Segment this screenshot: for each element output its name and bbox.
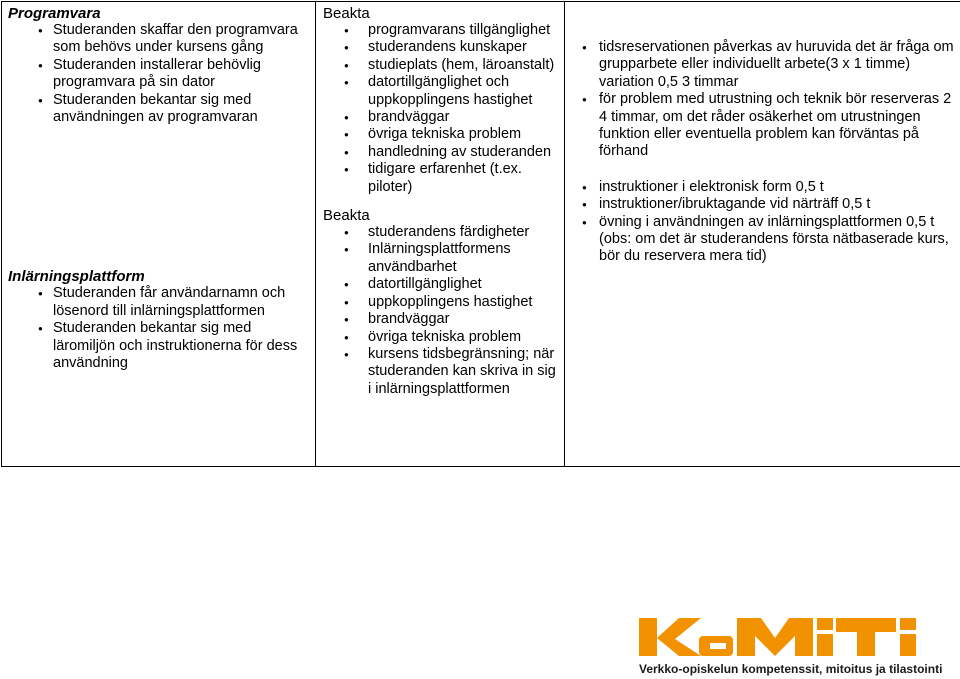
list-item: ● tidsreservationen påverkas av huruvida det är fråga om grupparbete eller individuellt arbete(3 x 1 timme) variation 0,5 3 timmar — [571, 39, 955, 91]
list-item: ● studerandens färdigheter — [322, 224, 558, 241]
logo-tagline: Verkko-opiskelun kompetenssit, mitoitus ja tilastointi — [639, 662, 943, 676]
beakta-software-list — [322, 22, 558, 196]
list-item: ● programvarans tillgänglighet — [322, 22, 558, 39]
komiti-logo — [637, 612, 955, 676]
section-title-inlarningsplattform: Inlärningsplattform — [8, 268, 145, 286]
list-item: ● instruktioner/ibruktagande vid närträff 0,5 t — [571, 196, 955, 213]
section-title-programvara: Programvara — [8, 5, 101, 22]
list-item: ● Studeranden bekantar sig med användningen av programvaran — [8, 92, 309, 127]
list-item: ● för problem med utrustning och teknik bör reserveras 2 4 timmar, om det råder osäkerhet om utrustningen funktion eller eventuella problem kan förväntas på förhand — [571, 91, 955, 161]
list-item: ● uppkopplingens hastighet — [322, 294, 558, 311]
list-item: ● Studeranden bekantar sig med läromiljön och instruktionerna för dess användning — [8, 320, 309, 372]
list-item: ● Studeranden får användarnamn och lösenord till inlärningsplattformen — [8, 285, 309, 320]
consider-cell — [316, 2, 565, 467]
inlarningsplattform-list — [8, 285, 309, 372]
list-item: ● datortillgänglighet — [322, 276, 558, 293]
list-item: ● Inlärningsplattformens användbarhet — [322, 241, 558, 276]
list-item: ● tidigare erfarenhet (t.ex. piloter) — [322, 161, 558, 196]
list-item: ● datortillgänglighet och uppkopplingens hastighet — [322, 74, 558, 109]
list-item: ● instruktioner i elektronisk form 0,5 t — [571, 179, 955, 196]
list-item: ● brandväggar — [322, 109, 558, 126]
software-platform-cell — [2, 2, 316, 467]
beakta-platform-list — [322, 224, 558, 398]
list-item: ● handledning av studeranden — [322, 144, 558, 161]
list-item: ● studerandens kunskaper — [322, 39, 558, 56]
list-item: ● Studeranden skaffar den programvara som behövs under kursens gång — [8, 22, 309, 57]
list-item: ● brandväggar — [322, 311, 558, 328]
time-software-list — [571, 39, 955, 161]
table-row — [2, 2, 960, 467]
programvara-list — [8, 22, 309, 126]
list-item: ● kursens tidsbegränsning; när studeranden kan skriva in sig i inlärningsplattformen — [322, 346, 558, 398]
list-item: ● övning i användningen av inlärningsplattformen 0,5 t (obs: om det är studerandens första nätbaserade kurs, bör du reservera mera tid) — [571, 214, 955, 266]
list-item: ● studieplats (hem, läroanstalt) — [322, 57, 558, 74]
list-item: ● övriga tekniska problem — [322, 126, 558, 143]
list-item: ● övriga tekniska problem — [322, 329, 558, 346]
time-estimate-cell — [565, 2, 960, 467]
time-platform-list — [571, 179, 955, 266]
list-item: ● Studeranden installerar behövlig programvara på sin dator — [8, 57, 309, 92]
komiti-wordmark — [637, 612, 955, 662]
beakta-label: Beakta — [323, 207, 370, 225]
beakta-label: Beakta — [323, 5, 370, 22]
content-table — [1, 1, 960, 467]
